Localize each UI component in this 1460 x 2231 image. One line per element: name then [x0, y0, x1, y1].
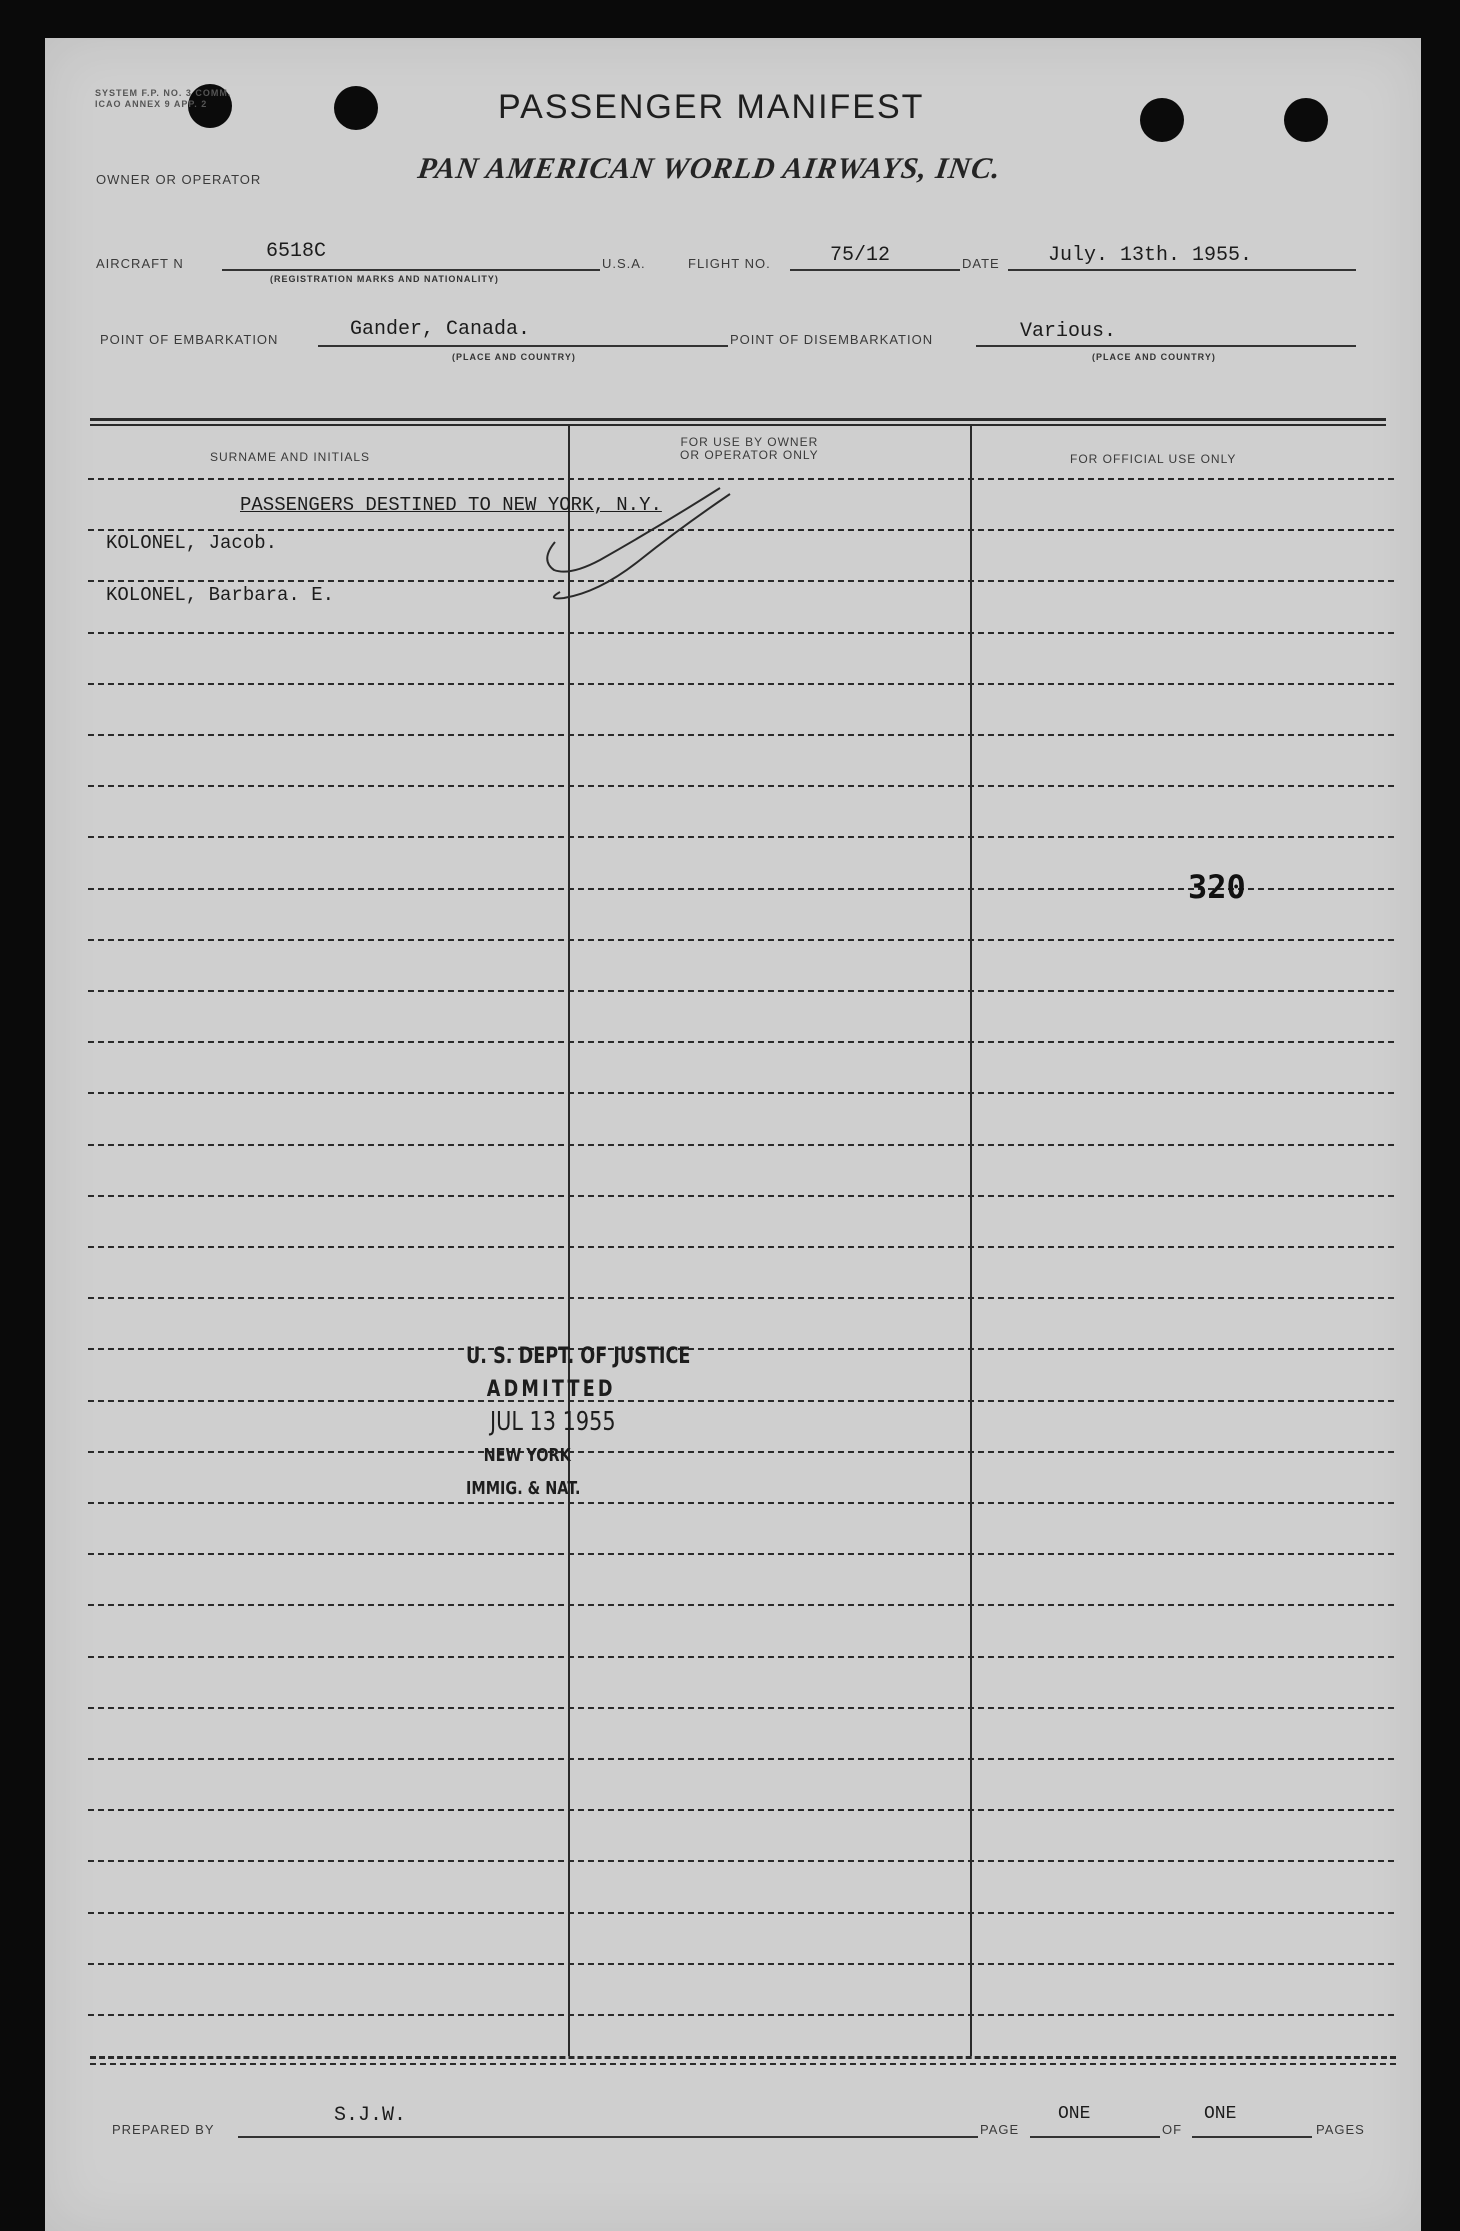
column-divider — [568, 424, 570, 2056]
table-row — [88, 1246, 1394, 1248]
table-row — [88, 1707, 1394, 1709]
table-row — [88, 1963, 1394, 1965]
table-row — [88, 1553, 1394, 1555]
table-row — [88, 1656, 1394, 1658]
table-row — [88, 1092, 1394, 1094]
table-row — [88, 1348, 1394, 1350]
disembarkation-value: Various. — [1020, 320, 1117, 343]
table-row — [88, 1144, 1394, 1146]
prepared-by-value: S.J.W. — [334, 2104, 407, 2127]
check-mark-icon — [530, 480, 770, 610]
aircraft-label: AIRCRAFT N — [96, 256, 184, 271]
flight-value: 75/12 — [830, 244, 891, 267]
punch-hole — [1140, 98, 1184, 142]
registration-note: (REGISTRATION MARKS AND NATIONALITY) — [270, 274, 499, 284]
table-row — [88, 1860, 1394, 1862]
operator-column-header: FOR USE BY OWNER OR OPERATOR ONLY — [680, 435, 819, 462]
column-divider — [970, 424, 972, 2056]
official-column-header: FOR OFFICIAL USE ONLY — [1070, 452, 1237, 466]
group-heading: PASSENGERS DESTINED TO NEW YORK, N.Y. — [240, 494, 662, 516]
disembarkation-label: POINT OF DISEMBARKATION — [730, 332, 934, 347]
official-number: 320 — [1188, 868, 1246, 906]
table-row — [88, 1912, 1394, 1914]
table-row — [88, 785, 1394, 787]
list-item: KOLONEL, Jacob. — [106, 532, 278, 554]
table-row — [88, 1041, 1394, 1043]
prepared-by-label: PREPARED BY — [112, 2122, 215, 2137]
page-total: ONE — [1204, 2104, 1237, 2124]
punch-hole — [334, 86, 378, 130]
page-label: PAGE — [980, 2122, 1020, 2137]
table-row — [88, 734, 1394, 736]
surname-column-header: SURNAME AND INITIALS — [210, 450, 371, 464]
date-label: DATE — [962, 256, 1000, 271]
embarkation-value: Gander, Canada. — [350, 318, 531, 341]
page-title: PASSENGER MANIFEST — [498, 88, 925, 126]
table-row — [88, 939, 1394, 941]
form-reference: SYSTEM F.P. NO. 3 COMM. ICAO ANNEX 9 APP. 2 — [95, 88, 232, 109]
embarkation-label: POINT OF EMBARKATION — [100, 332, 279, 347]
table-row — [88, 1400, 1394, 1402]
date-value: July. 13th. 1955. — [1048, 244, 1253, 267]
table-row — [88, 683, 1394, 685]
admission-stamp: U. S. DEPT. OF JUSTICE ADMITTED JUL 13 1955 NEW YORK IMMIG. & NAT. — [466, 1344, 691, 1499]
place-note-disembark: (PLACE AND COUNTRY) — [1092, 352, 1216, 362]
table-row — [88, 1809, 1394, 1811]
table-row — [88, 1195, 1394, 1197]
table-row — [88, 1604, 1394, 1606]
table-row — [88, 1502, 1394, 1504]
owner-value: PAN AMERICAN WORLD AIRWAYS, INC. — [415, 152, 1004, 185]
manifest-sheet — [45, 38, 1421, 2231]
place-note-embark: (PLACE AND COUNTRY) — [452, 352, 576, 362]
table-row — [88, 990, 1394, 992]
country-label: U.S.A. — [602, 256, 646, 271]
of-label: OF — [1162, 2122, 1183, 2137]
flight-label: FLIGHT NO. — [688, 256, 771, 271]
pages-label: PAGES — [1316, 2122, 1365, 2137]
page-number: ONE — [1058, 2104, 1091, 2124]
table-row — [88, 2014, 1394, 2016]
punch-hole — [1284, 98, 1328, 142]
table-row — [88, 1451, 1394, 1453]
table-row — [88, 1297, 1394, 1299]
table-row — [88, 836, 1394, 838]
table-row — [88, 632, 1394, 634]
list-item: KOLONEL, Barbara. E. — [106, 584, 335, 606]
table-row — [88, 1758, 1394, 1760]
owner-label: OWNER OR OPERATOR — [96, 172, 262, 187]
aircraft-value: 6518C — [266, 240, 327, 263]
